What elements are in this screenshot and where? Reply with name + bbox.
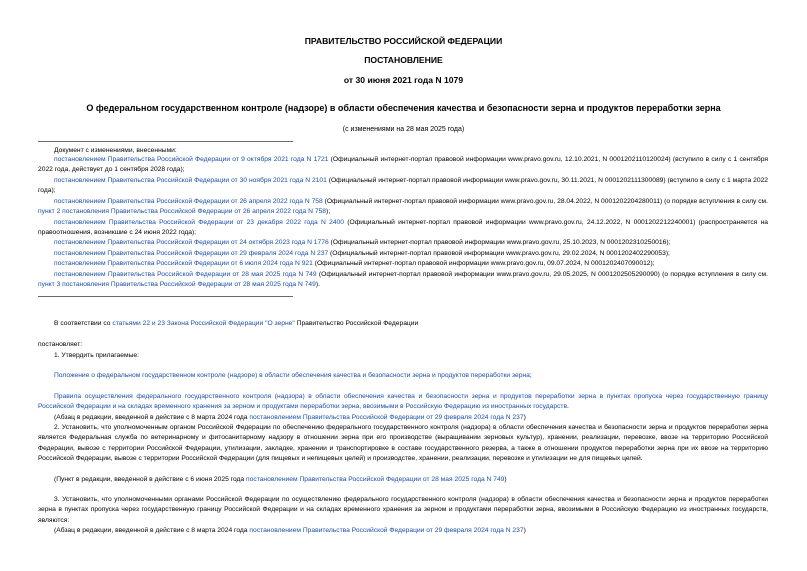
item-2: 2. Установить, что уполномоченным органом Российской Федерации по обеспечению федерального государственного контроля (надзора) в области обеспечения качества и безопасности зерна и продуктов переработки зерна является Федеральная служба по ветеринарному и фитосанитарному надзору в отношении зерна при его производстве (выращивании зерновых культур), хранении, реализации, перевозке, ввозе на территорию Российской Федерации, вывозе с территории Российской Федерации, утилизации, закладке, хранении и транспортировке в составе государственного резерва, а также в отношении продуктов переработки зерна при их ввозе на территорию Российской Федерации, вывозе с территории Российской Федерации (для пищевых и непищевых целей) и производстве, хранении, реализации, перевозке и утилизации не для пищевых целей. xyxy=(38,424,768,462)
change-entry: постановлением Правительства Российской Федерации от 30 ноября 2021 года N 2101 (Официальный интернет-портал правовой информации www.pravo.gov.ru, 30.11.2021, N 0001202111300089) (вступило в силу с 1 марта 2022 года); xyxy=(38,177,769,195)
change-link[interactable]: постановлением Правительства Российской Федерации от 29 февраля 2024 года N 237 xyxy=(54,250,329,257)
divider-top xyxy=(38,141,293,142)
change-link[interactable]: постановлением Правительства Российской Федерации от 6 июля 2024 года N 921 xyxy=(54,260,313,267)
amendment-link[interactable]: постановлением Правительства Российской Федерации от 29 февраля 2024 года N 237 xyxy=(249,414,524,421)
amendment-note: (Абзац в редакции, введенной в действие с 8 марта 2024 года постановлением Правительства Российской Федерации от 29 февраля 2024 года N 237) xyxy=(54,527,526,534)
change-link[interactable]: постановлением Правительства Российской Федерации от 9 октября 2021 года N 1721 xyxy=(54,156,329,163)
date-number-heading: от 30 июня 2021 года N 1079 xyxy=(343,75,464,85)
doc-type-heading: ПОСТАНОВЛЕНИЕ xyxy=(364,55,443,65)
government-heading: ПРАВИТЕЛЬСТВО РОССИЙСКОЙ ФЕДЕРАЦИИ xyxy=(304,36,503,46)
amendment-link[interactable]: постановлением Правительства Российской Федерации от 29 февраля 2024 года N 237 xyxy=(249,527,524,534)
divider-bottom xyxy=(38,296,293,297)
regulation-link[interactable]: Положение о федеральном государственном контроле (надзоре) в области обеспечения качества и безопасности зерна и продуктов переработки зерна xyxy=(54,372,530,379)
change-link[interactable]: постановлением Правительства Российской Федерации от 23 декабря 2022 года N 2400 xyxy=(54,219,344,226)
change-entry: постановлением Правительства Российской Федерации от 6 июля 2024 года N 921 (Официальный интернет-портал правовой информации www.pravo.gov.ru, 09.07.2024, N 0001202407090012); xyxy=(54,260,655,267)
change-entry: постановлением Правительства Российской Федерации от 24 октября 2023 года N 1776 (Официальный интернет-портал правовой информации www.pravo.gov.ru, 25.10.2023, N 0001202310250016); xyxy=(54,239,671,246)
change-entry: постановлением Правительства Российской Федерации от 9 октября 2021 года N 1721 (Официальный интернет-портал правовой информации www.pravo.gov.ru, 12.10.2021, N 0001202110120024) (вступило в силу с 1 сентября 2022 года, действует до 1 сентября 2028 года); xyxy=(38,156,768,174)
amendment-link[interactable]: постановлением Правительства Российской Федерации от 28 мая 2025 года N 749 xyxy=(246,476,505,483)
rules-link[interactable]: Правила осуществления федерального государственного контроля (надзора) в области обеспечения качества и безопасности зерна и продуктов переработки зерна в пунктах пропуска через государственную границу Российской Федерации и на складах временного хранения за зерном и продуктами переработки зерна, ввозимыми в Российскую Федерацию из иностранных государств xyxy=(38,393,768,411)
change-sub-link[interactable]: пункт 3 постановления Правительства Российской Федерации от 28 мая 2025 года N 749 xyxy=(38,281,316,289)
rules-paragraph: Правила осуществления федерального государственного контроля (надзора) в области обеспечения качества и безопасности зерна и продуктов переработки зерна в пунктах пропуска через государственную границу Российской Федерации и на складах временного хранения за зерном и продуктами переработки зерна, ввозимыми в Российскую Федерацию из иностранных государств. xyxy=(38,393,768,411)
regulation-paragraph: Положение о федеральном государственном контроле (надзоре) в области обеспечения качества и безопасности зерна и продуктов переработки зерна; xyxy=(54,372,532,379)
item-1: 1. Утвердить прилагаемые: xyxy=(54,352,139,359)
preamble-paragraph: В соответствии со статьями 22 и 23 Закона Российской Федерации "О зерне" Правительство Российской Федерации xyxy=(54,320,419,327)
change-link[interactable]: постановлением Правительства Российской Федерации от 26 апреля 2022 года N 758 xyxy=(54,198,323,205)
change-sub-link[interactable]: пункт 2 постановления Правительства Российской Федерации от 26 апреля 2022 года N 758 xyxy=(38,208,326,216)
document-title: О федеральном государственном контроле (надзоре) в области обеспечения качества и безопасности зерна и продуктов переработки зерна xyxy=(86,103,721,113)
item-3: 3. Установить, что уполномоченными органами Российской Федерации по осуществлению федерального государственного контроля (надзора) в области обеспечения качества и безопасности зерна и продуктов переработки зерна в пунктах пропуска через государственную границу Российской Федерации и на складах временного хранения за зерном и продуктами переработки зерна, ввозимыми в Российскую Федерацию из иностранных государств, являются: xyxy=(38,496,768,524)
change-link[interactable]: постановлением Правительства Российской Федерации от 30 ноября 2021 года N 2101 xyxy=(54,177,327,184)
changes-intro: Документ с изменениями, внесенными: xyxy=(54,147,177,154)
revision-note: (с изменениями на 28 мая 2025 года) xyxy=(342,126,465,133)
change-link[interactable]: постановлением Правительства Российской Федерации от 24 октября 2023 года N 1776 xyxy=(54,239,329,246)
amendment-note: (Абзац в редакции, введенной в действие с 8 марта 2024 года постановлением Правительства Российской Федерации от 29 февраля 2024 года N 237) xyxy=(54,414,526,421)
change-entry: постановлением Правительства Российской Федерации от 23 декабря 2022 года N 2400 (Официальный интернет-портал правовой информации www.pravo.gov.ru, 24.12.2022, N 0001202212240001) (распространяется на правоотношения, возникшие с 24 июня 2022 года); xyxy=(38,219,769,237)
change-link[interactable]: постановлением Правительства Российской Федерации от 28 мая 2025 года N 749 xyxy=(54,271,317,278)
change-entry: постановлением Правительства Российской Федерации от 29 февраля 2024 года N 237 (Официальный интернет-портал правовой информации www.pravo.gov.ru, 29.02.2024, N 0001202402290053); xyxy=(54,250,670,257)
amendment-note: (Пункт в редакции, введенной в действие с 6 июня 2025 года постановлением Правительства Российской Федерации от 28 мая 2025 года N 749) xyxy=(54,476,507,483)
change-entry: постановлением Правительства Российской Федерации от 28 мая 2025 года N 749 (Официальный интернет-портал правовой информации www.pravo.gov.ru, 29.05.2025, N 0001202505290090) (о порядке вступления в силу см. пункт 3 постановления Правительства Российской Федерации от 28 мая 2025 года N 749). xyxy=(38,271,768,289)
law-articles-link[interactable]: статьями 22 и 23 Закона Российской Федерации "О зерне" xyxy=(112,320,295,327)
change-entry: постановлением Правительства Российской Федерации от 26 апреля 2022 года N 758 (Официальный интернет-портал правовой информации www.pravo.gov.ru, 28.04.2022, N 0001202204280011) (о порядке вступления в силу см. пункт 2 постановления Правительства Российской Федерации от 26 апреля 2022 года N 758); xyxy=(38,198,768,216)
postanovlyaet-text: постановляет: xyxy=(38,341,83,348)
